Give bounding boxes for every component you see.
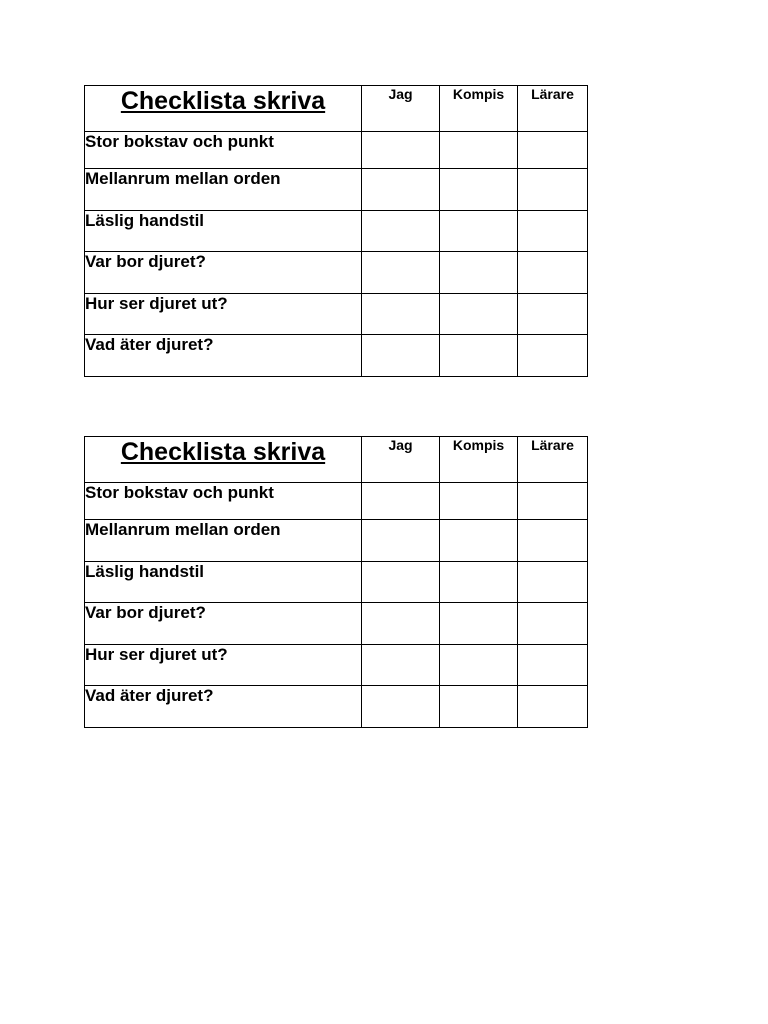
table-row bbox=[85, 132, 588, 169]
check-box-jag[interactable] bbox=[362, 169, 440, 211]
check-box-kompis[interactable] bbox=[440, 645, 518, 686]
checklist-item-label: Stor bokstav och punkt bbox=[85, 132, 362, 169]
checklist-item-label: Stor bokstav och punkt bbox=[85, 483, 362, 520]
table-row bbox=[85, 335, 588, 377]
checklist-item-label: Vad äter djuret? bbox=[85, 335, 362, 377]
checklist-item-label: Hur ser djuret ut? bbox=[85, 294, 362, 335]
check-box-kompis[interactable] bbox=[440, 252, 518, 294]
header-row bbox=[85, 86, 588, 132]
checklist-item-label: Mellanrum mellan orden bbox=[85, 520, 362, 562]
check-box-larare[interactable] bbox=[518, 645, 588, 686]
check-box-larare[interactable] bbox=[518, 211, 588, 252]
check-box-jag[interactable] bbox=[362, 520, 440, 562]
table-row bbox=[85, 686, 588, 728]
table-row bbox=[85, 294, 588, 335]
table-row bbox=[85, 645, 588, 686]
table-row bbox=[85, 603, 588, 645]
check-box-larare[interactable] bbox=[518, 252, 588, 294]
checklist-item-label: Var bor djuret? bbox=[85, 603, 362, 645]
check-box-larare[interactable] bbox=[518, 520, 588, 562]
table-row bbox=[85, 252, 588, 294]
check-box-kompis[interactable] bbox=[440, 335, 518, 377]
column-header-jag: Jag bbox=[362, 437, 440, 483]
check-box-larare[interactable] bbox=[518, 483, 588, 520]
checklist-table bbox=[84, 436, 588, 728]
check-box-larare[interactable] bbox=[518, 294, 588, 335]
check-box-larare[interactable] bbox=[518, 169, 588, 211]
check-box-larare[interactable] bbox=[518, 335, 588, 377]
check-box-larare[interactable] bbox=[518, 132, 588, 169]
checklist-item-label: Vad äter djuret? bbox=[85, 686, 362, 728]
checklist-table bbox=[84, 85, 588, 377]
checklist-item-label: Var bor djuret? bbox=[85, 252, 362, 294]
check-box-jag[interactable] bbox=[362, 645, 440, 686]
check-box-kompis[interactable] bbox=[440, 686, 518, 728]
check-box-jag[interactable] bbox=[362, 686, 440, 728]
check-box-larare[interactable] bbox=[518, 686, 588, 728]
column-header-kompis: Kompis bbox=[440, 86, 518, 132]
check-box-jag[interactable] bbox=[362, 562, 440, 603]
check-box-kompis[interactable] bbox=[440, 483, 518, 520]
table-row bbox=[85, 483, 588, 520]
check-box-kompis[interactable] bbox=[440, 132, 518, 169]
check-box-larare[interactable] bbox=[518, 562, 588, 603]
check-box-jag[interactable] bbox=[362, 483, 440, 520]
check-box-jag[interactable] bbox=[362, 132, 440, 169]
check-box-kompis[interactable] bbox=[440, 603, 518, 645]
check-box-kompis[interactable] bbox=[440, 169, 518, 211]
table-row bbox=[85, 169, 588, 211]
check-box-kompis[interactable] bbox=[440, 520, 518, 562]
column-header-larare: Lärare bbox=[518, 86, 588, 132]
check-box-kompis[interactable] bbox=[440, 294, 518, 335]
checklist-title: Checklista skriva bbox=[85, 437, 362, 483]
check-box-jag[interactable] bbox=[362, 252, 440, 294]
check-box-jag[interactable] bbox=[362, 211, 440, 252]
checklist-item-label: Läslig handstil bbox=[85, 562, 362, 603]
check-box-larare[interactable] bbox=[518, 603, 588, 645]
check-box-jag[interactable] bbox=[362, 335, 440, 377]
check-box-kompis[interactable] bbox=[440, 211, 518, 252]
checklist-item-label: Mellanrum mellan orden bbox=[85, 169, 362, 211]
check-box-jag[interactable] bbox=[362, 603, 440, 645]
column-header-jag: Jag bbox=[362, 86, 440, 132]
check-box-kompis[interactable] bbox=[440, 562, 518, 603]
checklist-title: Checklista skriva bbox=[85, 86, 362, 132]
column-header-larare: Lärare bbox=[518, 437, 588, 483]
column-header-kompis: Kompis bbox=[440, 437, 518, 483]
table-row bbox=[85, 211, 588, 252]
checklist-item-label: Hur ser djuret ut? bbox=[85, 645, 362, 686]
table-row bbox=[85, 520, 588, 562]
check-box-jag[interactable] bbox=[362, 294, 440, 335]
checklist-item-label: Läslig handstil bbox=[85, 211, 362, 252]
table-row bbox=[85, 562, 588, 603]
header-row bbox=[85, 437, 588, 483]
